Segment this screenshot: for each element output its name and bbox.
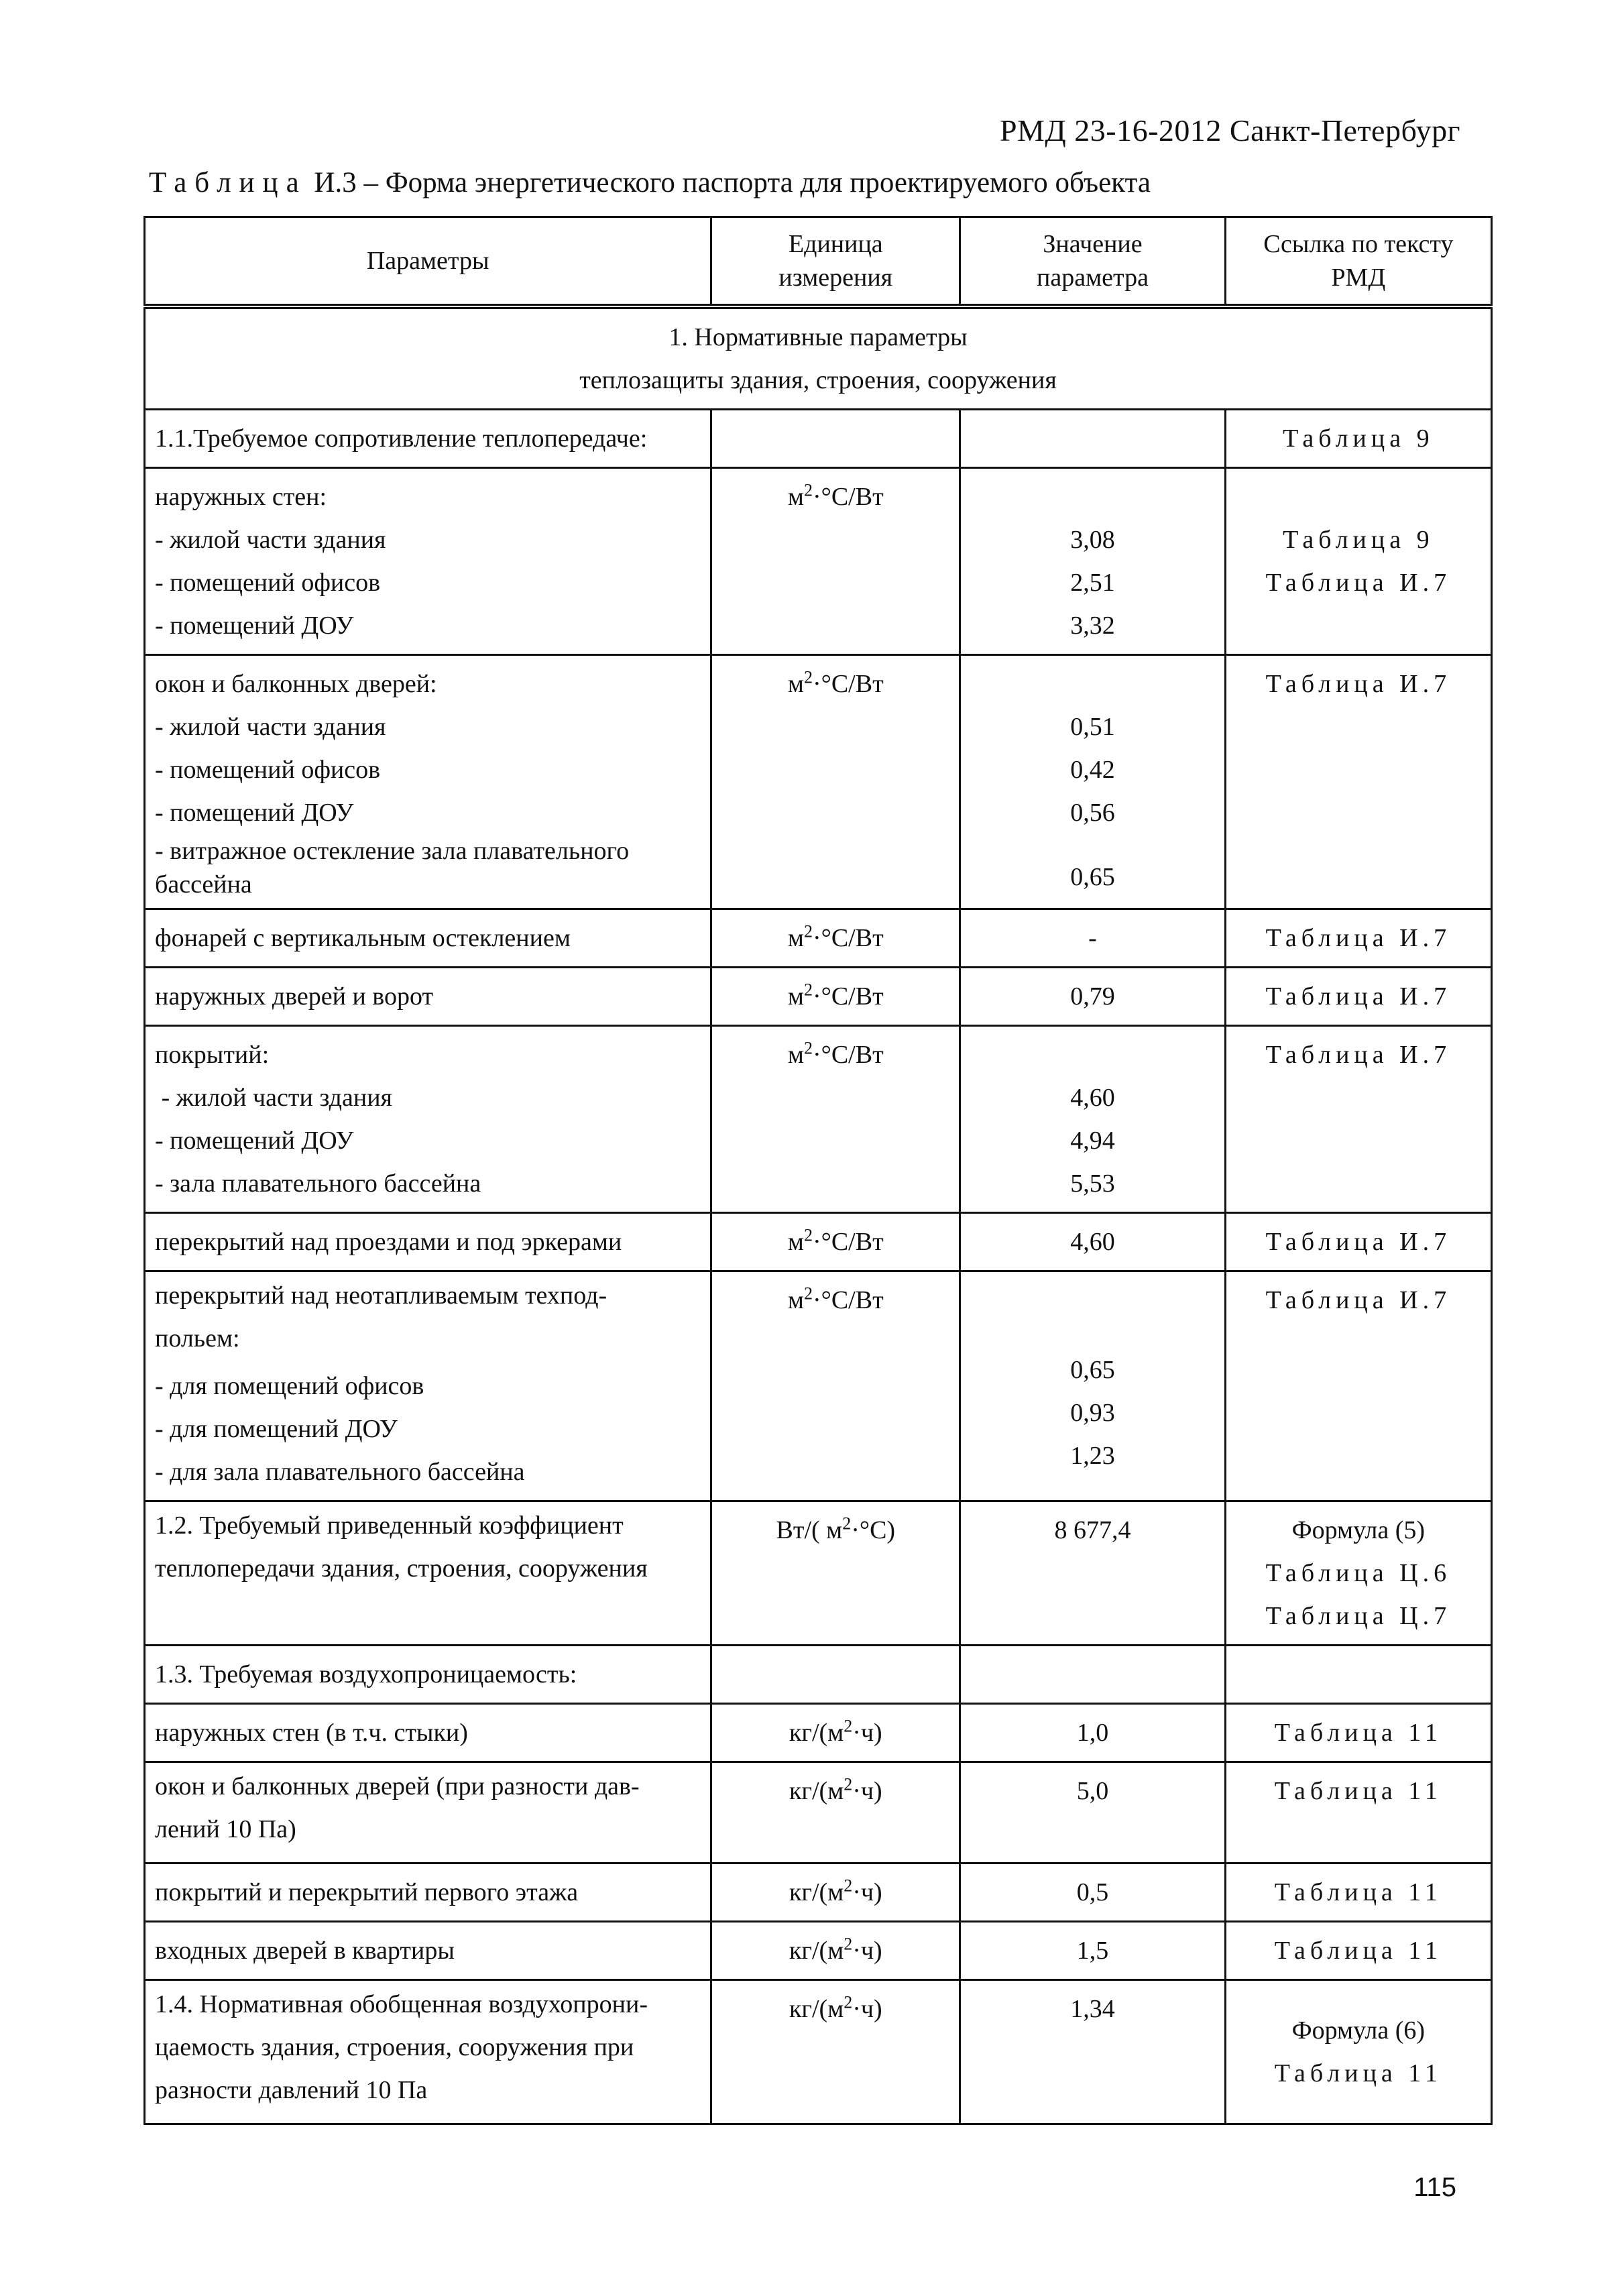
header-ref-line2: РМД [1331, 264, 1386, 292]
energy-passport-table [143, 216, 1493, 2125]
param-item: - зала плавательного бассейна [155, 1169, 481, 1198]
value-item: 1,23 [1070, 1442, 1115, 1470]
header-value-line1: Значение [1043, 230, 1143, 258]
unit-cell [711, 468, 960, 655]
unit-cell [711, 1026, 960, 1213]
ref-cell: Таблица 11 [1225, 1762, 1491, 1863]
header-value-line2: параметра [1037, 264, 1149, 292]
table-row [145, 1501, 1492, 1646]
value-cell: - [960, 909, 1225, 968]
table-row [145, 1762, 1492, 1863]
ref-cell: Таблица 11 [1225, 1922, 1491, 1980]
param-line: разности давлений 10 Па [155, 2076, 428, 2104]
value-cell [960, 1026, 1225, 1213]
value-item: 3,32 [1070, 612, 1115, 640]
param-title: окон и балконных дверей: [155, 670, 437, 698]
table-row [145, 1646, 1492, 1704]
value-item: 4,94 [1070, 1127, 1115, 1155]
param-item: - жилой части здания [155, 526, 386, 554]
ref-item: Таблица Ц.6 [1265, 1559, 1452, 1587]
unit-text: $м^2\cdot^\circ С/Вт$ [787, 480, 884, 511]
unit-cell [711, 968, 960, 1026]
value-item: 0,65 [1070, 1356, 1115, 1384]
ref-cell [1225, 1980, 1491, 2124]
value-cell: 8 677,4 [960, 1501, 1225, 1646]
value-item: 3,08 [1070, 526, 1115, 554]
unit-text: $м^2\cdot^\circ С/Вт$ [787, 921, 884, 952]
header-param: Параметры [145, 217, 711, 307]
unit-cell [711, 1704, 960, 1762]
table-row [145, 410, 1492, 468]
param-title: перекрытий над неотапливаемым техпод- [155, 1281, 607, 1310]
unit-text: $кг/(м^2\cdot ч)$ [789, 1774, 882, 1805]
unit-text: $кг/(м^2\cdot ч)$ [789, 1934, 882, 1965]
ref-item: Формула (5) [1291, 1516, 1426, 1544]
unit-text: $м^2\cdot^\circ С/Вт$ [787, 980, 884, 1011]
param-cell: 1.1.Требуемое сопротивление теплопередаче: [145, 410, 711, 468]
ref-item: Таблица Ц.7 [1265, 1602, 1452, 1630]
ref-cell [1225, 1501, 1491, 1646]
table-row [145, 909, 1492, 968]
param-item: - для зала плавательного бассейна [155, 1458, 525, 1486]
table-header-row [145, 217, 1492, 307]
value-cell [960, 1271, 1225, 1501]
header-unit [711, 217, 960, 307]
unit-cell [711, 410, 960, 468]
ref-cell [1225, 1646, 1491, 1704]
param-item: - витражное остекление зала плавательного бассейна [155, 837, 630, 899]
section-row [145, 306, 1492, 410]
ref-cell: Таблица 11 [1225, 1704, 1491, 1762]
header-unit-line2: измерения [778, 264, 893, 292]
unit-text: $м^2\cdot^\circ С/Вт$ [787, 1038, 884, 1069]
ref-cell: Таблица И.7 [1225, 968, 1491, 1026]
param-item: - жилой части здания [155, 1084, 393, 1112]
unit-text: Вт/( $м^2\cdot^\circ С$) [776, 1513, 896, 1544]
value-item: 0,93 [1070, 1399, 1115, 1427]
value-cell: 4,60 [960, 1213, 1225, 1271]
value-item: 0,65 [1070, 863, 1115, 891]
section-title-line2: теплозащиты здания, строения, сооружения [579, 366, 1057, 394]
value-cell: 0,79 [960, 968, 1225, 1026]
header-ref [1225, 217, 1491, 307]
unit-cell [711, 1271, 960, 1501]
ref-cell: Таблица И.7 [1225, 1213, 1491, 1271]
param-title: польем: [155, 1324, 240, 1353]
param-line: цаемость здания, строения, сооружения при [155, 2033, 634, 2061]
ref-item: Таблица И.7 [1265, 569, 1452, 597]
param-cell [145, 655, 711, 909]
table-caption-prefix: Таблица [149, 167, 307, 198]
param-cell [145, 1026, 711, 1213]
param-line: 1.4. Нормативная обобщенная воздухопрони- [155, 1990, 648, 2018]
param-line: теплопередачи здания, строения, сооружения [155, 1554, 648, 1583]
param-cell: входных дверей в квартиры [145, 1922, 711, 1980]
param-cell [145, 1762, 711, 1863]
value-cell [960, 410, 1225, 468]
param-item: - помещений ДОУ [155, 799, 354, 827]
param-item: - помещений офисов [155, 756, 381, 784]
value-cell: 0,5 [960, 1863, 1225, 1922]
header-unit-line1: Единица [788, 230, 883, 258]
param-cell [145, 1980, 711, 2124]
unit-cell [711, 1762, 960, 1863]
unit-text: $м^2\cdot^\circ С/Вт$ [787, 667, 884, 698]
unit-text: $кг/(м^2\cdot ч)$ [789, 1716, 882, 1747]
value-cell [960, 1646, 1225, 1704]
param-line: окон и балконных дверей (при разности дав- [155, 1772, 640, 1800]
table-row [145, 1271, 1492, 1501]
param-cell: наружных дверей и ворот [145, 968, 711, 1026]
param-line: лений 10 Па) [155, 1815, 296, 1843]
unit-cell [711, 909, 960, 968]
unit-text: $м^2\cdot^\circ С/Вт$ [787, 1283, 884, 1314]
header-ref-line1: Ссылка по тексту [1263, 230, 1454, 258]
unit-cell [711, 1213, 960, 1271]
unit-text: $кг/(м^2\cdot ч)$ [789, 1992, 882, 2023]
value-cell: 1,0 [960, 1704, 1225, 1762]
param-cell [145, 1271, 711, 1501]
unit-text: $м^2\cdot^\circ С/Вт$ [787, 1225, 884, 1256]
param-cell [145, 1501, 711, 1646]
value-item: 0,51 [1070, 713, 1115, 741]
param-title: наружных стен: [155, 483, 327, 511]
ref-cell: Таблица И.7 [1225, 1026, 1491, 1213]
ref-item: Таблица 11 [1274, 2059, 1442, 2087]
ref-cell: Таблица 9 [1225, 410, 1491, 468]
ref-item: Формула (6) [1291, 2016, 1426, 2045]
value-item: 0,42 [1070, 756, 1115, 784]
header-value [960, 217, 1225, 307]
ref-cell: Таблица И.7 [1225, 909, 1491, 968]
table-row [145, 968, 1492, 1026]
param-cell: наружных стен (в т.ч. стыки) [145, 1704, 711, 1762]
ref-cell: Таблица И.7 [1225, 655, 1491, 909]
value-item: 2,51 [1070, 569, 1115, 597]
table-row [145, 1704, 1492, 1762]
unit-cell [711, 655, 960, 909]
param-item: - помещений ДОУ [155, 612, 354, 640]
param-cell: перекрытий над проездами и под эркерами [145, 1213, 711, 1271]
unit-text: $кг/(м^2\cdot ч)$ [789, 1876, 882, 1906]
value-cell [960, 655, 1225, 909]
ref-cell: Таблица И.7 [1225, 1271, 1491, 1501]
value-cell: 5,0 [960, 1762, 1225, 1863]
page-number: 115 [1413, 2173, 1456, 2202]
table-row [145, 1863, 1492, 1922]
param-item: - помещений офисов [155, 569, 381, 597]
value-cell: 1,34 [960, 1980, 1225, 2124]
unit-cell [711, 1646, 960, 1704]
table-row [145, 1922, 1492, 1980]
table-row [145, 1213, 1492, 1271]
param-item: - жилой части здания [155, 713, 386, 741]
param-item: - для помещений офисов [155, 1372, 424, 1400]
value-cell [960, 468, 1225, 655]
ref-cell: Таблица 11 [1225, 1863, 1491, 1922]
param-cell: покрытий и перекрытий первого этажа [145, 1863, 711, 1922]
param-line: 1.2. Требуемый приведенный коэффициент [155, 1511, 624, 1540]
section-title [145, 306, 1492, 410]
value-item: 4,60 [1070, 1084, 1115, 1112]
value-item: 0,56 [1070, 799, 1115, 827]
table-caption-text: И.3 – Форма энергетического паспорта для проектируемого объекта [314, 167, 1151, 198]
param-cell: 1.3. Требуемая воздухопроницаемость: [145, 1646, 711, 1704]
table-row [145, 1026, 1492, 1213]
value-cell: 1,5 [960, 1922, 1225, 1980]
section-title-line1: 1. Нормативные параметры [669, 323, 968, 351]
unit-cell [711, 1863, 960, 1922]
ref-item: Таблица 9 [1283, 526, 1434, 554]
table-row [145, 1980, 1492, 2124]
table-caption [149, 166, 1151, 199]
unit-cell [711, 1922, 960, 1980]
param-cell [145, 468, 711, 655]
table-row [145, 468, 1492, 655]
ref-cell [1225, 468, 1491, 655]
param-cell: фонарей с вертикальным остеклением [145, 909, 711, 968]
unit-cell [711, 1980, 960, 2124]
param-title: покрытий: [155, 1041, 270, 1069]
document-header: РМД 23-16-2012 Санкт-Петербург [999, 113, 1460, 148]
param-item: - для помещений ДОУ [155, 1415, 398, 1443]
param-item: - помещений ДОУ [155, 1127, 354, 1155]
value-item: 5,53 [1070, 1169, 1115, 1198]
unit-cell [711, 1501, 960, 1646]
table-row [145, 655, 1492, 909]
